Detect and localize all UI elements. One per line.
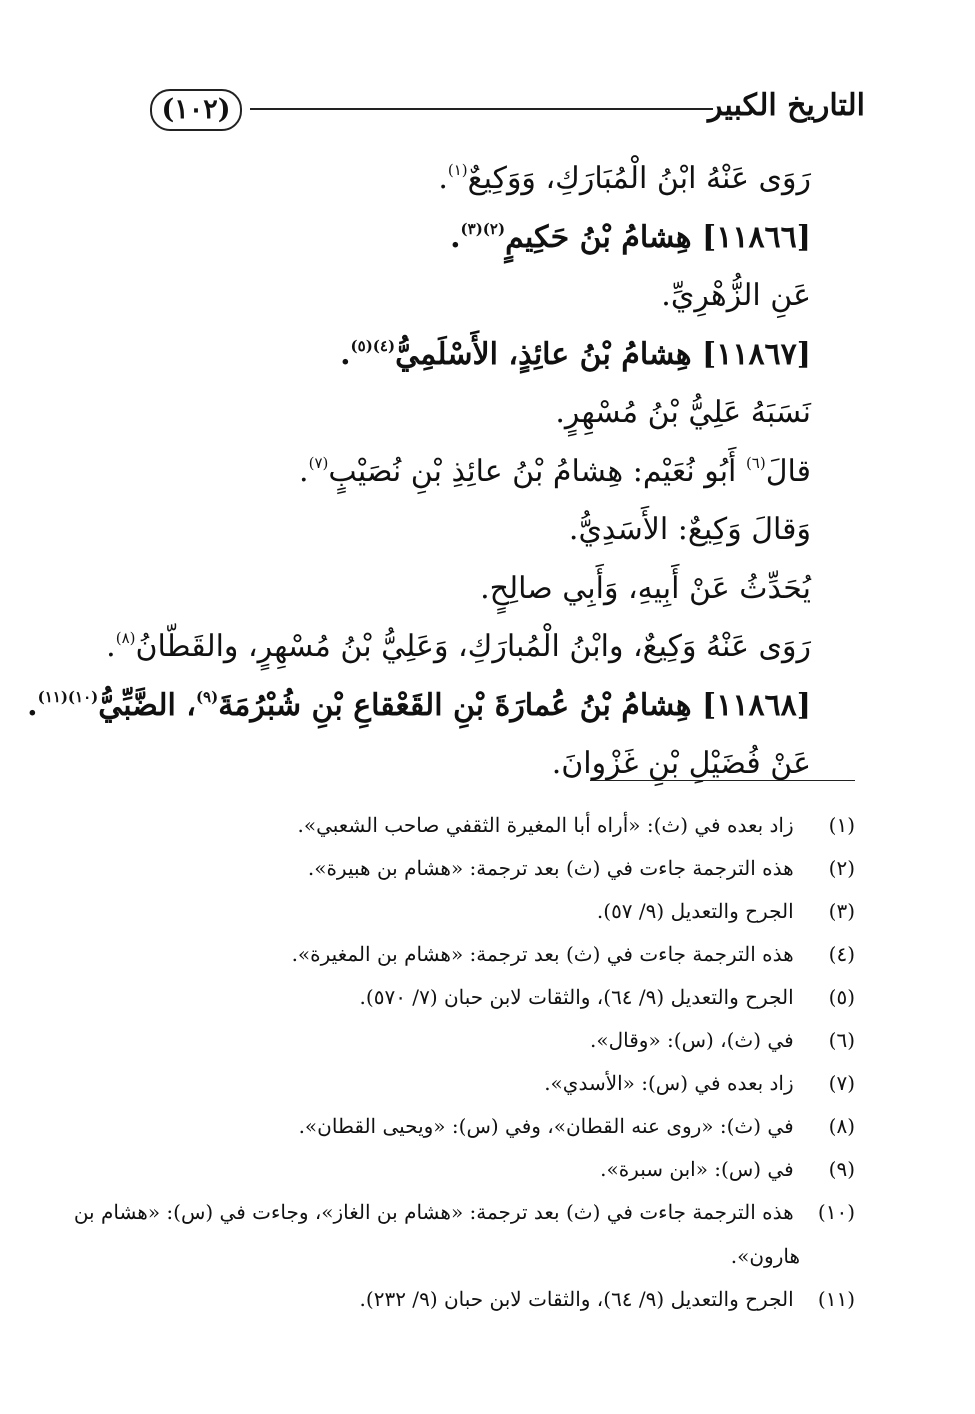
text-line <box>131 150 811 209</box>
footnote <box>110 1062 855 1105</box>
text-line <box>131 560 811 619</box>
footnote-text: هذه الترجمة جاءت في (ث) بعد ترجمة: «هشام بن هبيرة». <box>307 856 794 880</box>
line-text: أَبُو نُعَيْم: هِشامُ بْنُ عائِذِ بْنِ نُصَيْبٍ <box>328 453 746 489</box>
line-text: وَقالَ وَكِيعٌ: الأَسَدِيُّ. <box>568 512 811 547</box>
main-text <box>27 150 811 794</box>
footnote-continuation <box>110 1235 855 1278</box>
line-text: عَنِ الزُّهْرِيِّ. <box>661 278 811 313</box>
footnote-ref: (٢)(٣) <box>460 219 506 238</box>
footnote <box>110 804 855 847</box>
line-text: يُحَدِّثُ عَنْ أَبِيهِ، وَأَبِي صالِحٍ. <box>480 570 811 606</box>
line-text: [١١٨٦٦] هِشامُ بْنُ حَكِيمٍ <box>505 219 811 255</box>
footnote-ref: (٤)(٥) <box>350 336 396 355</box>
line-text: [١١٨٦٨] هِشامُ بْنُ عُمارَةَ بْنِ القَعْقاعِ بْنِ شُبْرُمَةَ <box>218 687 811 723</box>
footnote-number: (١) <box>828 813 855 837</box>
page-number-badge: (١٠٢) <box>150 89 242 131</box>
text-line <box>131 443 811 502</box>
footnote <box>110 933 855 976</box>
footnote-number: (٤) <box>828 942 855 966</box>
footnote-number: (٧) <box>828 1071 855 1095</box>
footnote-ref: (١٠)(١١) <box>37 687 99 706</box>
footnote-ref: (٧) <box>308 453 329 472</box>
footnote-text: في (ث)، (س): «وقال». <box>590 1028 794 1052</box>
entry-heading <box>27 677 811 736</box>
footnote-ref: (٦) <box>745 453 766 472</box>
line-end: . <box>27 687 38 723</box>
entry-heading <box>131 326 811 385</box>
footnote-number: (١٠) <box>817 1200 855 1224</box>
footnote-number: (٢) <box>828 856 855 880</box>
footnote-text: هذه الترجمة جاءت في (ث) بعد ترجمة: «هشام بن الغاز»، وجاءت في (س): «هشام بن <box>73 1200 794 1224</box>
footnote-text: في (ث): «روى عنه القطان»، وفي (س): «ويحيى القطان». <box>298 1114 794 1138</box>
line-text: رَوَى عَنْهُ وَكِيعٌ، وابْنُ الْمُبارَكِ، وَعَلِيُّ بْنُ مُسْهِرٍ، والقَطّانُ <box>135 629 811 664</box>
footnote-text: الجرح والتعديل (٩/ ٥٧). <box>596 899 794 923</box>
footnote-number: (٥) <box>828 985 855 1009</box>
line-text: رَوَى عَنْهُ ابْنُ الْمُبَارَكِ، وَوَكِيعٌ <box>467 161 811 196</box>
page-header <box>0 78 975 138</box>
line-text: قالَ <box>765 453 811 489</box>
line-end: . <box>106 629 116 664</box>
footnote-text: هذه الترجمة جاءت في (ث) بعد ترجمة: «هشام بن المغيرة». <box>291 942 794 966</box>
text-line <box>131 501 811 560</box>
line-end: . <box>340 336 351 372</box>
footnote-number: (٩) <box>828 1157 855 1181</box>
footnote <box>110 890 855 933</box>
line-text: نَسَبَهُ عَلِيُّ بْنُ مُسْهِرٍ. <box>555 395 811 430</box>
footnote-ref: (٨) <box>115 629 136 647</box>
footnote <box>110 1148 855 1191</box>
text-line <box>131 384 811 443</box>
line-text: [١١٨٦٧] هِشامُ بْنُ عائِذٍ، الأَسْلَمِيُّ <box>395 336 811 372</box>
footnote-ref: (١) <box>447 161 468 179</box>
footnote <box>110 847 855 890</box>
footnote-number: (٦) <box>828 1028 855 1052</box>
footnote-number: (٣) <box>828 899 855 923</box>
footnote <box>110 1278 855 1321</box>
line-end: . <box>450 219 461 255</box>
footnote-number: (١١) <box>817 1287 855 1311</box>
footnote-text: الجرح والتعديل (٩/ ٦٤)، والثقات لابن حبان (٩/ ٢٣٢). <box>359 1287 794 1311</box>
footnote <box>110 1019 855 1062</box>
footnote-text: الجرح والتعديل (٩/ ٦٤)، والثقات لابن حبان (٧/ ٥٧٠). <box>359 985 794 1009</box>
line-end: . <box>438 161 448 196</box>
footnote-divider <box>590 780 855 781</box>
footnotes <box>73 804 855 1321</box>
header-rule <box>250 108 713 110</box>
footnote-text: زاد بعده في (س): «الأسدي». <box>544 1071 794 1095</box>
footnote <box>110 1105 855 1148</box>
line-text: ، الضَّبِّيُّ <box>98 687 196 723</box>
entry-heading <box>131 209 811 268</box>
footnote-text: زاد بعده في (ث): «أراه أبا المغيرة الثقفي صاحب الشعبي». <box>297 813 794 837</box>
footnote-text: هارون». <box>730 1244 800 1268</box>
footnote-ref: (٩) <box>195 687 219 706</box>
text-line <box>131 267 811 326</box>
footnote-text: في (س): «ابن سبرة». <box>600 1157 794 1181</box>
text-line <box>131 735 811 794</box>
line-text: عَنْ فُضَيْلِ بْنِ غَزْوانَ. <box>551 746 811 781</box>
footnote-number: (٨) <box>828 1114 855 1138</box>
footnote <box>73 1191 855 1235</box>
line-end: . <box>299 453 309 489</box>
footnote <box>110 976 855 1019</box>
book-title: التاريخ الكبير <box>707 88 865 123</box>
text-line <box>106 618 811 677</box>
